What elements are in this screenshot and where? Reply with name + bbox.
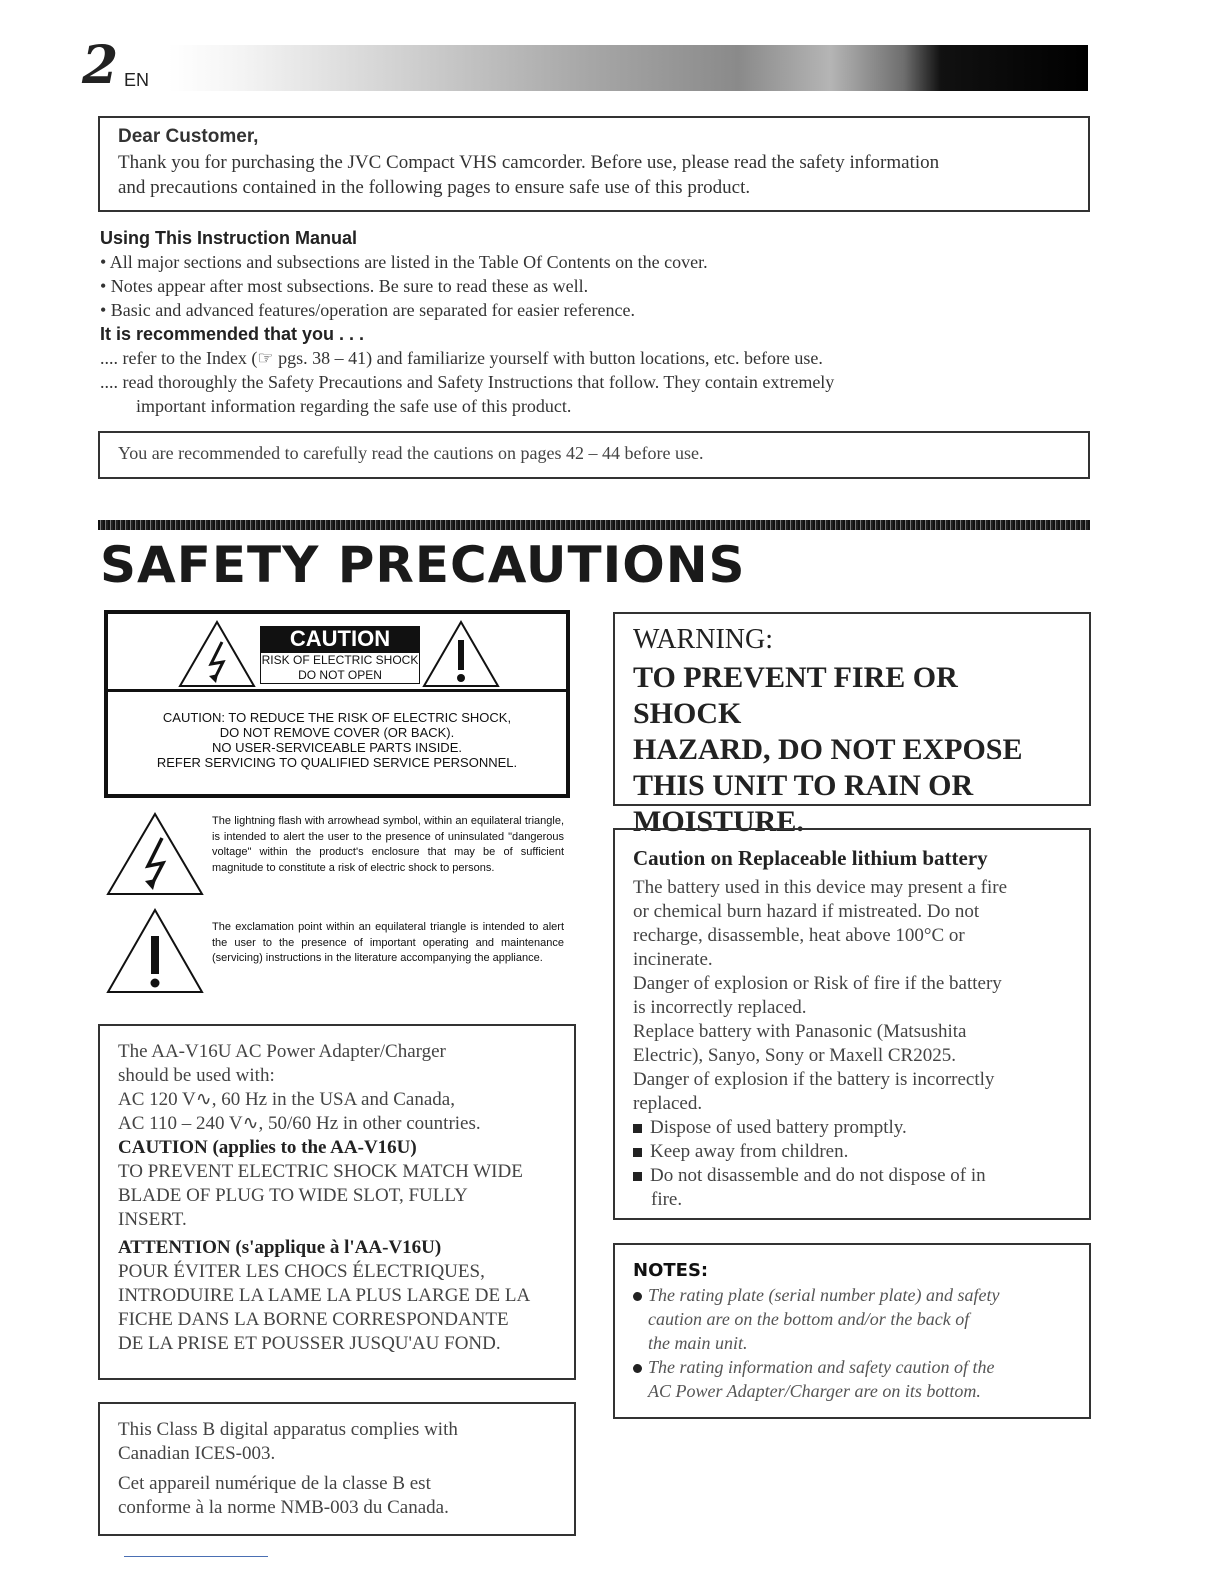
caution-body-line: CAUTION: TO REDUCE THE RISK OF ELECTRIC SHOCK, <box>162 710 512 725</box>
lightning-symbol-text: The lightning flash with arrowhead symbol, within an equilateral triangle, is intended to alert the user to the presence of uninsulated "dangerous voltage" within the product's enclosure that may be of sufficient magnitude to constitute a risk of electric shock to persons. <box>212 815 564 874</box>
class-b-line: Cet appareil numérique de la classe B est <box>118 1473 431 1494</box>
battery-heading: Caution on Replaceable lithium battery <box>633 846 988 870</box>
lightning-symbol-icon <box>106 812 204 896</box>
dear-customer-line: Thank you for purchasing the JVC Compact VHS camcorder. Before use, please read the safety information <box>118 152 940 173</box>
recommend-box <box>98 431 1090 479</box>
caution-body-line: REFER SERVICING TO QUALIFIED SERVICE PERSONNEL. <box>156 755 518 770</box>
battery-line: The battery used in this device may present a fire <box>633 877 1008 898</box>
note-item: The rating information and safety caution of the <box>633 1355 1071 1379</box>
notes-box <box>613 1243 1091 1419</box>
recommended-item: .... refer to the Index (☞ pgs. 38 – 41) and familiarize yourself with button locations, etc. before use. <box>100 348 823 368</box>
adapter-line: The AA-V16U AC Power Adapter/Charger <box>118 1041 446 1062</box>
adapter-caution-line: BLADE OF PLUG TO WIDE SLOT, FULLY <box>118 1185 468 1206</box>
note-item: The rating plate (serial number plate) and safety <box>633 1283 1071 1307</box>
caution-sub-line: RISK OF ELECTRIC SHOCK <box>261 653 419 667</box>
warning-body <box>633 660 1071 840</box>
caution-sub-line: DO NOT OPEN <box>298 668 382 682</box>
warning-line: TO PREVENT FIRE OR SHOCK <box>633 661 958 730</box>
battery-line: incinerate. <box>633 949 713 970</box>
caution-body-line: DO NOT REMOVE COVER (OR BACK). <box>219 725 455 740</box>
dear-customer-box <box>98 116 1090 212</box>
exclamation-symbol-icon <box>106 908 204 994</box>
notes-heading: NOTES: <box>633 1260 709 1281</box>
exclamation-triangle-icon <box>422 620 500 688</box>
warning-box <box>613 612 1091 838</box>
battery-bullet: Keep away from children. <box>633 1140 1071 1164</box>
adapter-attention-head: ATTENTION (s'applique à l'AA-V16U) <box>118 1237 442 1258</box>
class-b-line: conforme à la norme NMB-003 du Canada. <box>118 1497 449 1518</box>
header-gradient-bar <box>168 45 1088 91</box>
adapter-line: AC 110 – 240 V∿, 50/60 Hz in other countries. <box>118 1113 481 1134</box>
manual-heading: Using This Instruction Manual <box>100 228 358 248</box>
battery-bullet: Do not disassemble and do not dispose of in <box>633 1164 1071 1188</box>
manual-section <box>100 226 1090 418</box>
page-number: 2 <box>82 35 119 96</box>
caution-label <box>104 610 570 798</box>
adapter-line: should be used with: <box>118 1065 275 1086</box>
square-bullet-icon <box>633 1172 642 1181</box>
battery-line: replaced. <box>633 1093 703 1114</box>
lightning-triangle-icon <box>178 620 256 688</box>
page-language: EN <box>124 70 150 90</box>
recommended-item-cont: important information regarding the safe use of this product. <box>136 396 572 416</box>
battery-line: Replace battery with Panasonic (Matsushita <box>633 1021 967 1042</box>
square-bullet-icon <box>633 1124 642 1133</box>
dear-customer-text <box>118 150 1070 200</box>
manual-item: • Basic and advanced features/operation are separated for easier reference. <box>100 300 635 320</box>
battery-line: is incorrectly replaced. <box>633 997 807 1018</box>
battery-line: or chemical burn hazard if mistreated. Do not <box>633 901 980 922</box>
adapter-line: AC 120 V∿, 60 Hz in the USA and Canada, <box>118 1089 455 1110</box>
warning-heading: WARNING: <box>633 624 773 655</box>
dear-customer-line: and precautions contained in the following pages to ensure safe use of this product. <box>118 177 751 198</box>
adapter-box <box>98 1024 576 1380</box>
warning-line: THIS UNIT TO RAIN OR <box>633 769 974 802</box>
battery-line: Danger of explosion if the battery is incorrectly <box>633 1069 995 1090</box>
battery-bullet-cont: fire. <box>651 1189 683 1210</box>
square-bullet-icon <box>633 1148 642 1157</box>
battery-line: recharge, disassemble, heat above 100°C or <box>633 925 965 946</box>
caution-body <box>108 710 566 770</box>
manual-item: • All major sections and subsections are listed in the Table Of Contents on the cover. <box>100 252 708 272</box>
battery-line: Danger of explosion or Risk of fire if the battery <box>633 973 1002 994</box>
note-cont: caution are on the bottom and/or the back of <box>648 1309 970 1329</box>
caution-word: CAUTION <box>260 626 420 652</box>
adapter-caution-line: TO PREVENT ELECTRIC SHOCK MATCH WIDE <box>118 1161 523 1182</box>
adapter-attention-line: POUR ÉVITER LES CHOCS ÉLECTRIQUES, <box>118 1261 485 1282</box>
exclamation-symbol-text: The exclamation point within an equilateral triangle is intended to alert the user to the presence of important operating and maintenance (servicing) instructions in the literature accompanying the appliance. <box>212 921 564 964</box>
battery-bullet: Dispose of used battery promptly. <box>633 1116 1071 1140</box>
manual-item: • Notes appear after most subsections. Be sure to read these as well. <box>100 276 589 296</box>
bullet-dot-icon <box>633 1364 642 1373</box>
recommended-item: .... read thoroughly the Safety Precautions and Safety Instructions that follow. They contain extremely <box>100 372 835 392</box>
caution-body-line: NO USER-SERVICEABLE PARTS INSIDE. <box>212 740 462 755</box>
note-cont: AC Power Adapter/Charger are on its bottom. <box>648 1381 981 1401</box>
warning-line: MOISTURE. <box>633 805 804 838</box>
caution-label-top <box>108 614 566 692</box>
footer-line <box>124 1556 268 1557</box>
adapter-attention-line: INTRODUIRE LA LAME LA PLUS LARGE DE LA <box>118 1285 531 1306</box>
class-b-line: This Class B digital apparatus complies with <box>118 1419 458 1440</box>
note-cont: the main unit. <box>648 1333 748 1353</box>
section-divider <box>98 520 1090 530</box>
dear-customer-title: Dear Customer, <box>118 126 259 147</box>
adapter-attention-line: FICHE DANS LA BORNE CORRESPONDANTE <box>118 1309 509 1330</box>
safety-title: SAFETY PRECAUTIONS <box>100 536 746 594</box>
bullet-dot-icon <box>633 1292 642 1301</box>
warning-line: HAZARD, DO NOT EXPOSE <box>633 733 1023 766</box>
recommend-text: You are recommended to carefully read the cautions on pages 42 – 44 before use. <box>118 443 704 463</box>
class-b-box <box>98 1402 576 1536</box>
class-b-line: Canadian ICES-003. <box>118 1443 276 1464</box>
battery-box <box>613 828 1091 1220</box>
adapter-caution-head: CAUTION (applies to the AA-V16U) <box>118 1137 417 1158</box>
caution-sub <box>260 652 420 684</box>
adapter-caution-line: INSERT. <box>118 1209 187 1230</box>
adapter-attention-line: DE LA PRISE ET POUSSER JUSQU'AU FOND. <box>118 1333 501 1354</box>
battery-line: Electric), Sanyo, Sony or Maxell CR2025. <box>633 1045 956 1066</box>
recommended-heading: It is recommended that you . . . <box>100 324 365 344</box>
